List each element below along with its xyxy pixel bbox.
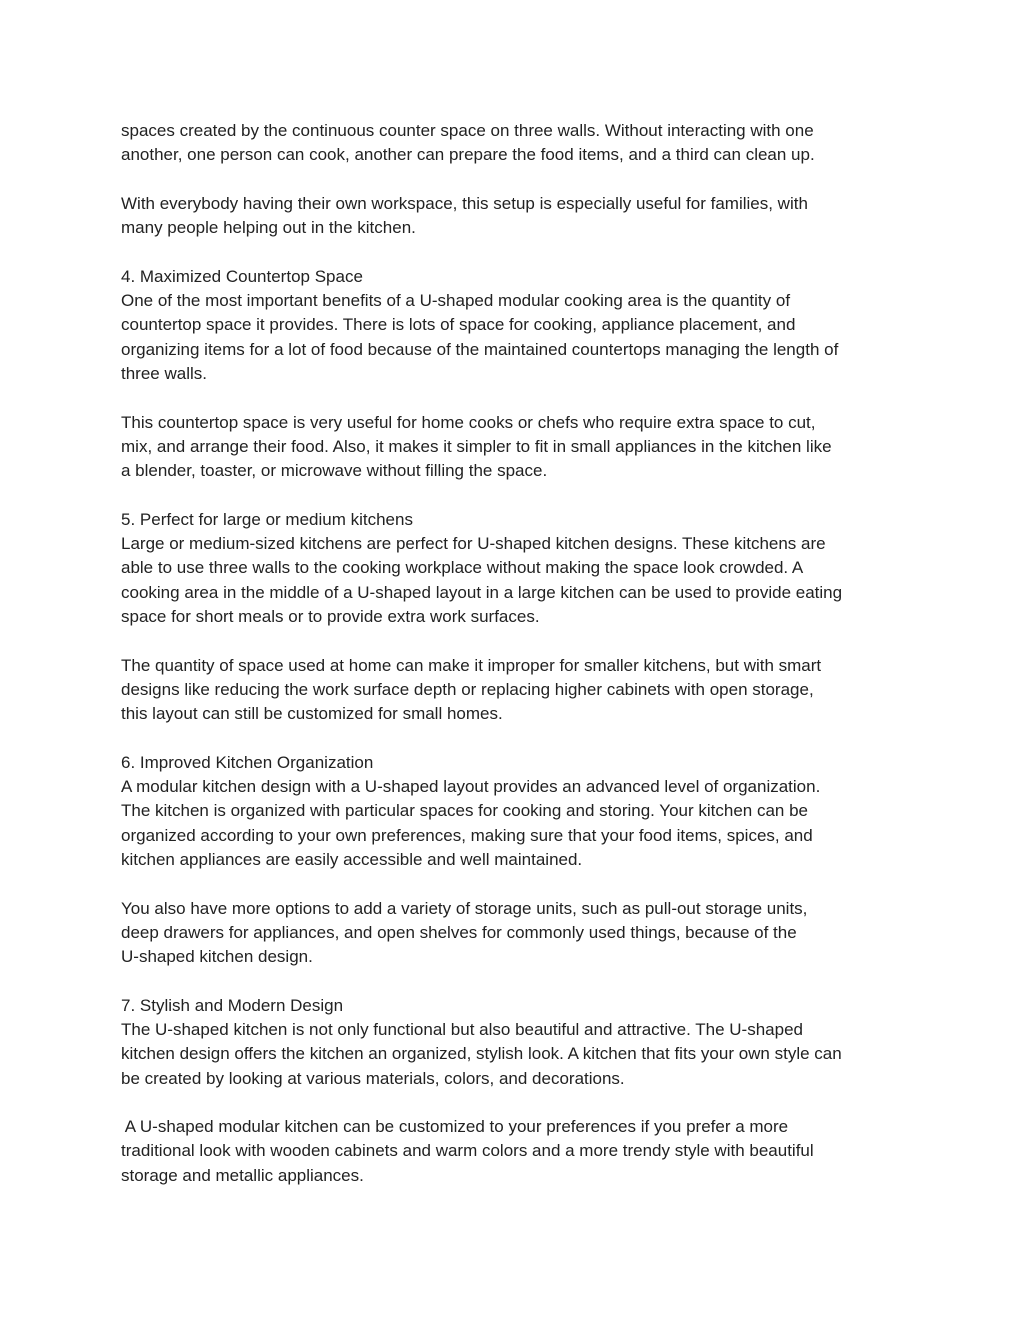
section bbox=[121, 265, 921, 386]
paragraph bbox=[121, 411, 921, 484]
text-line: U-shaped kitchen design. bbox=[121, 947, 313, 967]
text-line: organizing items for a lot of food because of the maintained countertops managing the length of bbox=[121, 339, 839, 359]
text-line: three walls. bbox=[121, 363, 207, 383]
text-line: One of the most important benefits of a U-shaped modular cooking area is the quantity of bbox=[121, 291, 791, 311]
text-line: kitchen appliances are easily accessible and well maintained. bbox=[121, 849, 583, 869]
text-line: deep drawers for appliances, and open shelves for commonly used things, because of the bbox=[121, 922, 797, 942]
paragraph bbox=[121, 654, 921, 727]
paragraph bbox=[121, 119, 921, 168]
text-line: You also have more options to add a variety of storage units, such as pull-out storage units, bbox=[121, 898, 808, 918]
text-line: organized according to your own preferences, making sure that your food items, spices, and bbox=[121, 825, 813, 845]
text-line: A modular kitchen design with a U-shaped layout provides an advanced level of organization. bbox=[121, 777, 821, 797]
section-heading: 7. Stylish and Modern Design bbox=[121, 995, 344, 1015]
text-line: many people helping out in the kitchen. bbox=[121, 218, 416, 238]
text-line: traditional look with wooden cabinets and warm colors and a more trendy style with beautiful bbox=[121, 1141, 814, 1161]
text-line: kitchen design offers the kitchen an organized, stylish look. A kitchen that fits your own style can bbox=[121, 1044, 842, 1064]
document-page bbox=[121, 119, 921, 1212]
text-line: another, one person can cook, another can prepare the food items, and a third can clean up. bbox=[121, 145, 815, 165]
paragraph bbox=[121, 897, 921, 970]
text-line: This countertop space is very useful for home cooks or chefs who require extra space to cut, bbox=[121, 412, 816, 432]
text-line: mix, and arrange their food. Also, it makes it simpler to fit in small appliances in the kitchen like bbox=[121, 436, 832, 456]
text-line: a blender, toaster, or microwave without filling the space. bbox=[121, 461, 548, 481]
text-line: The kitchen is organized with particular spaces for cooking and storing. Your kitchen can be bbox=[121, 801, 809, 821]
paragraph bbox=[121, 192, 921, 241]
section bbox=[121, 751, 921, 872]
text-line: Large or medium-sized kitchens are perfect for U-shaped kitchen designs. These kitchens are bbox=[121, 534, 826, 554]
text-line: space for short meals or to provide extra work surfaces. bbox=[121, 606, 540, 626]
section bbox=[121, 994, 921, 1091]
text-line: countertop space it provides. There is lots of space for cooking, appliance placement, and bbox=[121, 315, 796, 335]
text-line: The quantity of space used at home can make it improper for smaller kitchens, but with smart bbox=[121, 655, 822, 675]
section-heading: 5. Perfect for large or medium kitchens bbox=[121, 509, 413, 529]
text-line: storage and metallic appliances. bbox=[121, 1165, 364, 1185]
text-line: A U-shaped modular kitchen can be customized to your preferences if you prefer a more bbox=[121, 1117, 789, 1137]
text-line: spaces created by the continuous counter space on three walls. Without interacting with one bbox=[121, 121, 814, 140]
text-line: cooking area in the middle of a U-shaped layout in a large kitchen can be used to provide eating bbox=[121, 582, 843, 602]
paragraph bbox=[121, 1115, 921, 1188]
text-line: this layout can still be customized for small homes. bbox=[121, 704, 503, 724]
text-line: able to use three walls to the cooking workplace without making the space look crowded. A bbox=[121, 558, 804, 578]
section bbox=[121, 508, 921, 629]
text-line: be created by looking at various materials, colors, and decorations. bbox=[121, 1068, 625, 1088]
text-line: designs like reducing the work surface depth or replacing higher cabinets with open storage, bbox=[121, 679, 814, 699]
text-line: The U-shaped kitchen is not only functional but also beautiful and attractive. The U-shaped bbox=[121, 1019, 803, 1039]
section-heading: 6. Improved Kitchen Organization bbox=[121, 752, 374, 772]
section-heading: 4. Maximized Countertop Space bbox=[121, 266, 363, 286]
text-line: With everybody having their own workspace, this setup is especially useful for families, with bbox=[121, 193, 808, 213]
